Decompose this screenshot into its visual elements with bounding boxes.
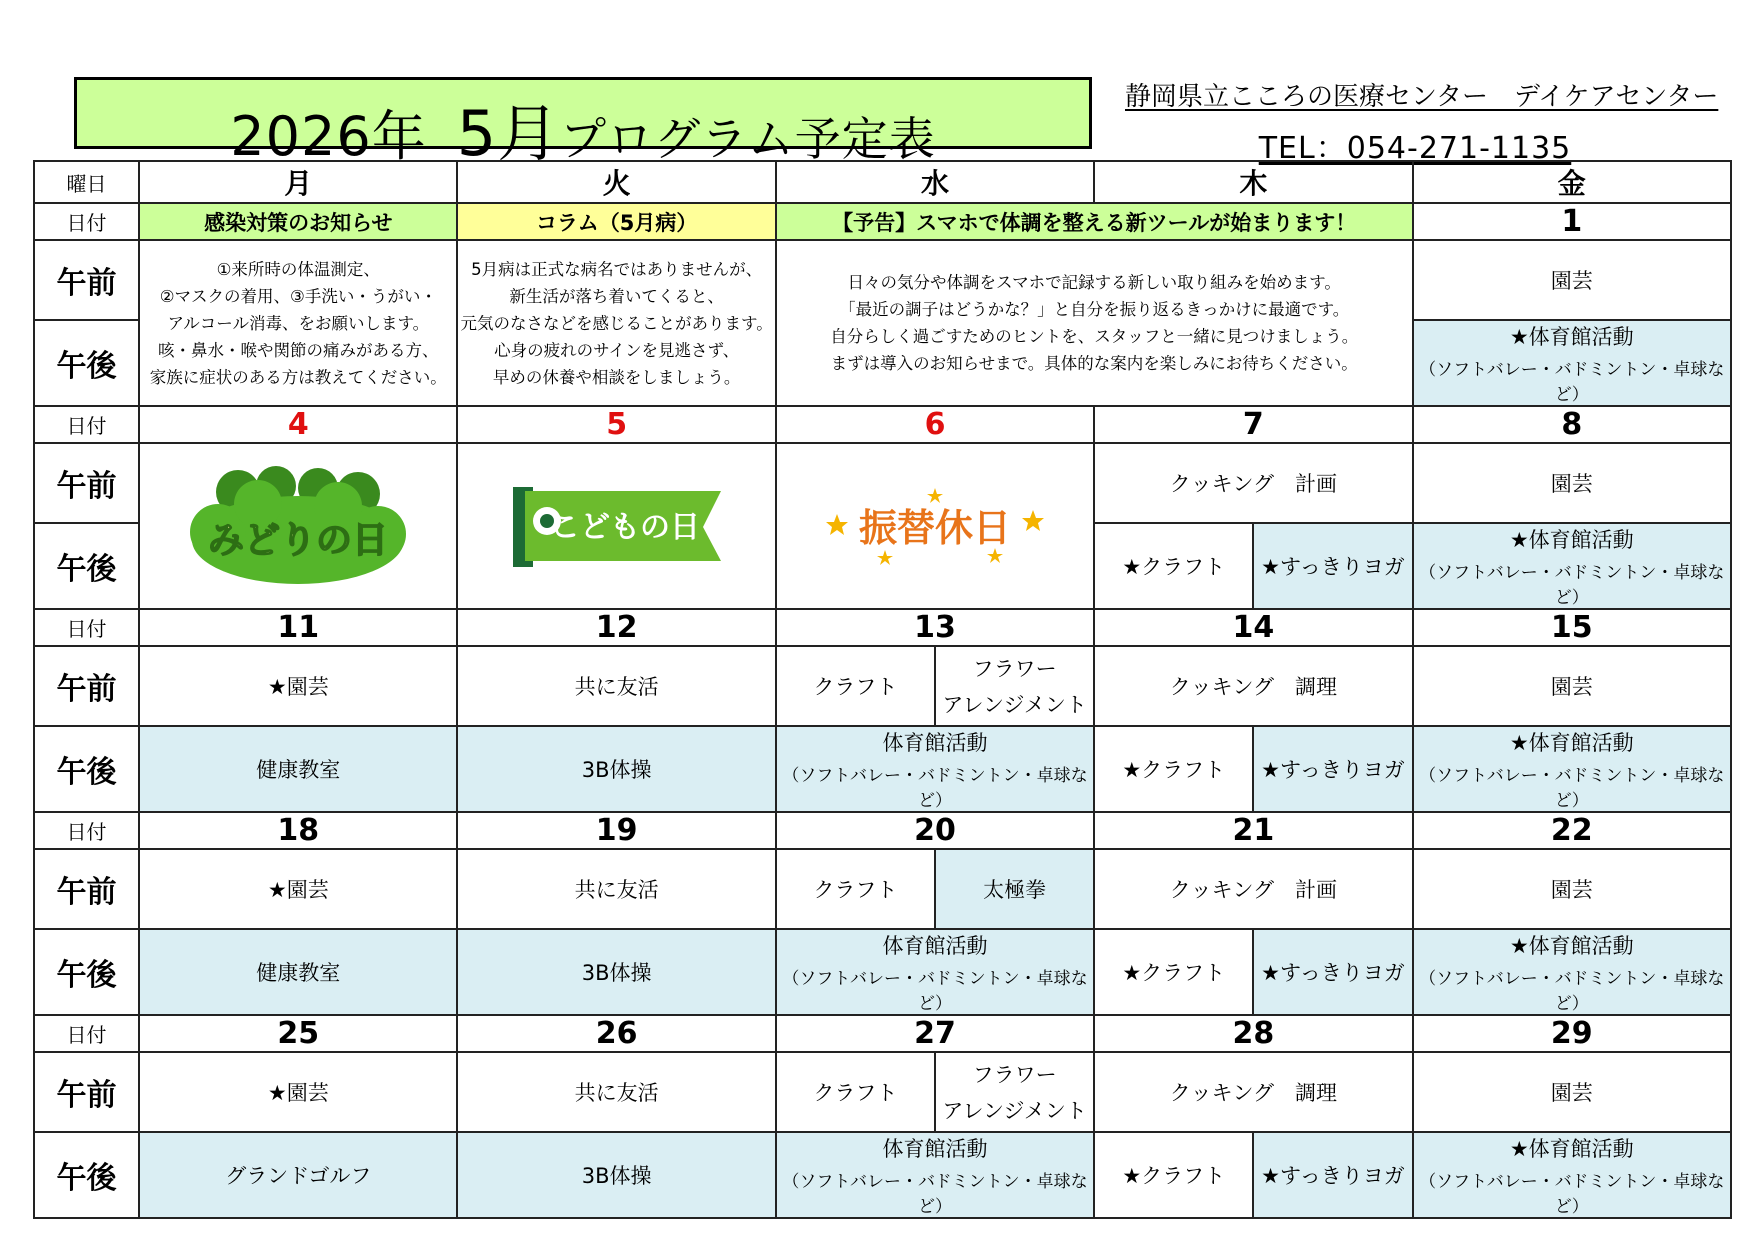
date-fri-w3: 15 bbox=[1413, 609, 1731, 646]
activity-cell: 共に友活 bbox=[457, 849, 775, 929]
holiday-furikae-text: 振替休日 bbox=[858, 506, 1012, 550]
pm-row-week4 bbox=[34, 929, 1731, 1015]
activity-cell: ★クラフト bbox=[1094, 726, 1253, 812]
am-label: 午前 bbox=[34, 646, 139, 726]
date-label: 日付 bbox=[34, 203, 139, 240]
activity-cell: ★園芸 bbox=[139, 849, 457, 929]
activity-cell: ★すっきりヨガ bbox=[1253, 1132, 1412, 1218]
activity-cell: 園芸 bbox=[1413, 1052, 1731, 1132]
date-row-week4 bbox=[34, 812, 1731, 849]
notice-line: 心身の疲れのサインを見逃さず、 bbox=[494, 340, 740, 360]
notice-line: ②マスクの着用、③手洗い・うがい・ bbox=[159, 286, 437, 306]
activity-cell: ★すっきりヨガ bbox=[1253, 929, 1412, 1015]
notice-app-title: 【予告】スマホで体調を整える新ツールが始まります！ bbox=[776, 203, 1413, 240]
notice-line: 「最近の調子はどうかな？」と自分を振り返るきっかけに最適です。 bbox=[839, 300, 1350, 319]
activity-cell: 3B体操 bbox=[457, 726, 775, 812]
activity-cell bbox=[1413, 1132, 1731, 1218]
activity-cell: 共に友活 bbox=[457, 1052, 775, 1132]
pm-row-week3 bbox=[34, 726, 1731, 812]
organization-block bbox=[1125, 76, 1719, 167]
organization-name: 静岡県立こころの医療センター デイケアセンター bbox=[1125, 82, 1719, 112]
date-label: 日付 bbox=[34, 406, 139, 443]
am-row-week3 bbox=[34, 646, 1731, 726]
activity-line: アレンジメント bbox=[942, 693, 1087, 717]
holiday-furikae-badge bbox=[776, 443, 1094, 609]
title-year: 2026年 bbox=[230, 105, 427, 168]
weekday-wed: 水 bbox=[776, 161, 1094, 203]
activity-cell: クラフト bbox=[776, 1052, 935, 1132]
notice-column-body bbox=[457, 240, 775, 406]
stars-icon bbox=[825, 486, 1045, 566]
pm-label: 午後 bbox=[34, 726, 139, 812]
activity-cell: 園芸 bbox=[1413, 240, 1731, 320]
notice-line: 早めの休養や相談をしましょう。 bbox=[492, 367, 741, 387]
activity-cell: 健康教室 bbox=[139, 929, 457, 1015]
notice-column-title: コラム（5月病） bbox=[457, 203, 775, 240]
date-tue-w3: 12 bbox=[457, 609, 775, 646]
activity-cell: ★すっきりヨガ bbox=[1253, 523, 1412, 609]
date-mon-w3: 11 bbox=[139, 609, 457, 646]
notice-line: 5月病は正式な病名ではありませんが、 bbox=[471, 259, 763, 279]
activity-cell: 3B体操 bbox=[457, 1132, 775, 1218]
date-thu-w4: 21 bbox=[1094, 812, 1412, 849]
activity-sub: （ソフトバレー・バドミントン・卓球など） bbox=[1419, 563, 1725, 608]
activity-title: 体育館活動 bbox=[882, 731, 988, 755]
holiday-midori-text: みどりの日 bbox=[208, 520, 389, 561]
date-mon-w2: 4 bbox=[139, 406, 457, 443]
activity-cell: クッキング 調理 bbox=[1094, 1052, 1412, 1132]
activity-sub: （ソフトバレー・バドミントン・卓球など） bbox=[782, 1172, 1088, 1217]
activity-line: アレンジメント bbox=[942, 1099, 1087, 1123]
date-row-week1 bbox=[34, 203, 1731, 240]
notice-app-body bbox=[776, 240, 1413, 406]
activity-cell: クラフト bbox=[776, 646, 935, 726]
pm-label: 午後 bbox=[34, 1132, 139, 1218]
notice-line: 元気のなさなどを感じることがあります。 bbox=[460, 313, 773, 333]
date-fri-w4: 22 bbox=[1413, 812, 1731, 849]
activity-line: フラワー bbox=[972, 657, 1057, 681]
notice-line: 日々の気分や体調をスマホで記録する新しい取り組みを始めます。 bbox=[847, 273, 1341, 292]
activity-cell: 園芸 bbox=[1413, 849, 1731, 929]
date-label: 日付 bbox=[34, 812, 139, 849]
date-label: 日付 bbox=[34, 609, 139, 646]
title-month: 5月 bbox=[456, 97, 561, 170]
activity-cell: ★クラフト bbox=[1094, 1132, 1253, 1218]
activity-cell: クッキング 計画 bbox=[1094, 849, 1412, 929]
holiday-kodomo-badge bbox=[457, 443, 775, 609]
activity-sub: （ソフトバレー・バドミントン・卓球など） bbox=[1419, 969, 1725, 1014]
activity-cell bbox=[1413, 320, 1731, 406]
weekday-header-row bbox=[34, 161, 1731, 203]
activity-cell: 園芸 bbox=[1413, 646, 1731, 726]
activity-title: 体育館活動 bbox=[882, 1137, 988, 1161]
am-row-week2 bbox=[34, 443, 1731, 523]
notice-line: 咳・鼻水・喉や関節の痛みがある方、 bbox=[158, 340, 439, 360]
date-fri-w5: 29 bbox=[1413, 1015, 1731, 1052]
activity-cell bbox=[776, 726, 1094, 812]
activity-cell: クッキング 計画 bbox=[1094, 443, 1412, 523]
activity-cell bbox=[1413, 726, 1731, 812]
activity-title: 体育館活動 bbox=[882, 934, 988, 958]
notice-line: まずは導入のお知らせまで。具体的な案内を楽しみにお待ちください。 bbox=[830, 354, 1358, 373]
date-thu-w5: 28 bbox=[1094, 1015, 1412, 1052]
activity-cell bbox=[776, 1132, 1094, 1218]
date-row-week3 bbox=[34, 609, 1731, 646]
activity-title: ★体育館活動 bbox=[1509, 528, 1634, 552]
weekday-label: 曜日 bbox=[34, 161, 139, 203]
pm-label: 午後 bbox=[34, 523, 139, 609]
date-thu-w2: 7 bbox=[1094, 406, 1412, 443]
date-wed-w2: 6 bbox=[776, 406, 1094, 443]
am-label: 午前 bbox=[34, 849, 139, 929]
activity-cell: ★園芸 bbox=[139, 646, 457, 726]
activity-cell bbox=[1413, 929, 1731, 1015]
activity-title: ★体育館活動 bbox=[1509, 1137, 1634, 1161]
activity-cell: ★クラフト bbox=[1094, 929, 1253, 1015]
bush-icon bbox=[188, 462, 408, 590]
telephone: TEL：054-271-1135 bbox=[1258, 131, 1572, 166]
notice-line: 新生活が落ち着いてくると、 bbox=[509, 286, 724, 306]
date-row-week5 bbox=[34, 1015, 1731, 1052]
notice-line: 家族に症状のある方は教えてください。 bbox=[149, 367, 447, 387]
notice-infection-body bbox=[139, 240, 457, 406]
activity-sub: （ソフトバレー・バドミントン・卓球など） bbox=[1419, 1172, 1725, 1217]
activity-sub: （ソフトバレー・バドミントン・卓球など） bbox=[782, 766, 1088, 811]
title-banner bbox=[74, 77, 1092, 170]
activity-cell: 3B体操 bbox=[457, 929, 775, 1015]
am-label: 午前 bbox=[34, 240, 139, 320]
pm-row-week5 bbox=[34, 1132, 1731, 1218]
activity-sub: （ソフトバレー・バドミントン・卓球など） bbox=[782, 969, 1088, 1014]
notice-infection-title: 感染対策のお知らせ bbox=[139, 203, 457, 240]
activity-line: フラワー bbox=[972, 1063, 1057, 1087]
pm-label: 午後 bbox=[34, 929, 139, 1015]
title-rest: プログラム予定表 bbox=[560, 112, 936, 166]
activity-cell: 園芸 bbox=[1413, 443, 1731, 523]
activity-title: ★体育館活動 bbox=[1509, 325, 1634, 349]
activity-cell: ★すっきりヨガ bbox=[1253, 726, 1412, 812]
activity-cell: 健康教室 bbox=[139, 726, 457, 812]
date-wed-w4: 20 bbox=[776, 812, 1094, 849]
activity-cell bbox=[935, 646, 1094, 726]
weekday-tue: 火 bbox=[457, 161, 775, 203]
schedule-table bbox=[33, 160, 1732, 1219]
activity-cell: クラフト bbox=[776, 849, 935, 929]
activity-sub: （ソフトバレー・バドミントン・卓球など） bbox=[1419, 766, 1725, 811]
date-label: 日付 bbox=[34, 1015, 139, 1052]
activity-title: ★体育館活動 bbox=[1509, 934, 1634, 958]
date-mon-w5: 25 bbox=[139, 1015, 457, 1052]
weekday-mon: 月 bbox=[139, 161, 457, 203]
activity-cell: 太極拳 bbox=[935, 849, 1094, 929]
holiday-midori-badge bbox=[139, 443, 457, 609]
date-tue-w5: 26 bbox=[457, 1015, 775, 1052]
pm-label: 午後 bbox=[34, 320, 139, 406]
notice-line: 自分らしく過ごすためのヒントを、スタッフと一緒に見つけましょう。 bbox=[830, 327, 1359, 346]
holiday-kodomo-text: こどもの日 bbox=[549, 510, 700, 545]
date-fri-w2: 8 bbox=[1413, 406, 1731, 443]
am-row-week5 bbox=[34, 1052, 1731, 1132]
carp-streamer-icon bbox=[507, 481, 727, 571]
am-label: 午前 bbox=[34, 443, 139, 523]
date-fri-w1: 1 bbox=[1413, 203, 1731, 240]
date-tue-w4: 19 bbox=[457, 812, 775, 849]
date-wed-w3: 13 bbox=[776, 609, 1094, 646]
activity-cell: ★園芸 bbox=[139, 1052, 457, 1132]
am-row-week4 bbox=[34, 849, 1731, 929]
date-tue-w2: 5 bbox=[457, 406, 775, 443]
weekday-fri: 金 bbox=[1413, 161, 1731, 203]
notice-line: ①来所時の体温測定、 bbox=[216, 259, 380, 279]
activity-cell bbox=[1413, 523, 1731, 609]
activity-title: ★体育館活動 bbox=[1509, 731, 1634, 755]
date-mon-w4: 18 bbox=[139, 812, 457, 849]
activity-cell bbox=[776, 929, 1094, 1015]
weekday-thu: 木 bbox=[1094, 161, 1412, 203]
activity-cell: ★クラフト bbox=[1094, 523, 1253, 609]
activity-cell: グランドゴルフ bbox=[139, 1132, 457, 1218]
date-wed-w5: 27 bbox=[776, 1015, 1094, 1052]
date-row-week2 bbox=[34, 406, 1731, 443]
date-thu-w3: 14 bbox=[1094, 609, 1412, 646]
am-label: 午前 bbox=[34, 1052, 139, 1132]
notice-line: アルコール消毒、をお願いします。 bbox=[167, 313, 430, 333]
activity-cell: 共に友活 bbox=[457, 646, 775, 726]
activity-sub: （ソフトバレー・バドミントン・卓球など） bbox=[1419, 360, 1725, 405]
am-row-week1 bbox=[34, 240, 1731, 320]
activity-cell bbox=[935, 1052, 1094, 1132]
activity-cell: クッキング 調理 bbox=[1094, 646, 1412, 726]
